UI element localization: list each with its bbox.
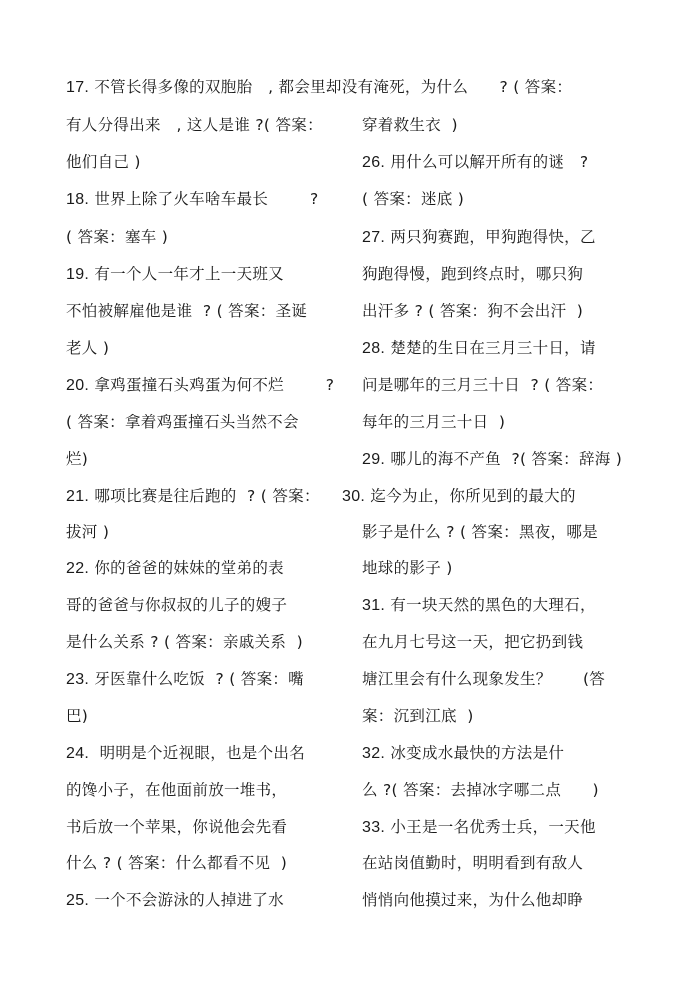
left-line-21: 书后放一个苹果，你说他会先看 bbox=[66, 818, 288, 836]
right-line-9: 每年的三月三十日 ) bbox=[362, 413, 506, 431]
right-line-7: 28. 楚楚的生日在三月三十日，请 bbox=[362, 339, 596, 357]
right-line-21: 在站岗值勤时，明明看到有敌人 bbox=[362, 854, 584, 872]
right-line-3: ( 答案：迷底 ) bbox=[362, 190, 465, 208]
left-line-8: 老人 ) bbox=[66, 339, 110, 357]
left-line-4: 18. 世界上除了火车啥车最长 ? bbox=[66, 190, 319, 208]
left-line-19: 24. 明明是个近视眼，也是个出名 bbox=[66, 744, 306, 762]
right-line-5: 狗跑得慢，跑到终点时，哪只狗 bbox=[362, 265, 584, 283]
right-line-16: 塘江里会有什么现象发生？ (答 bbox=[362, 670, 606, 688]
right-line-4: 27. 两只狗赛跑，甲狗跑得快，乙 bbox=[362, 228, 596, 246]
left-line-10: ( 答案：拿着鸡蛋撞石头当然不会 bbox=[66, 413, 299, 431]
left-line-15: 哥的爸爸与你叔叔的儿子的嫂子 bbox=[66, 596, 288, 614]
right-line-2: 26. 用什么可以解开所有的谜 ? bbox=[362, 153, 589, 171]
left-line-9: 20. 拿鸡蛋撞石头鸡蛋为何不烂 ? bbox=[66, 376, 335, 394]
left-line-1: 17. 不管长得多像的双胞胎 , 都会里却没有淹死，为什么 ? ( 答案： bbox=[66, 78, 573, 96]
left-line-23: 25. 一个不会游泳的人掉进了水 bbox=[66, 891, 284, 909]
right-line-22: 悄悄向他摸过来，为什么他却睁 bbox=[362, 891, 584, 909]
right-line-6: 出汗多 ? ( 答案：狗不会出汗 ) bbox=[362, 302, 584, 320]
left-line-14: 22. 你的爸爸的妹妹的堂弟的表 bbox=[66, 559, 284, 577]
left-line-12: 21. 哪项比赛是往后跑的 ? ( 答案： bbox=[66, 487, 320, 505]
right-line-8: 问是哪年的三月三十日 ? ( 答案： bbox=[362, 376, 604, 394]
left-line-16: 是什么关系 ? ( 答案：亲戚关系 ) bbox=[66, 633, 303, 651]
right-line-10: 29. 哪儿的海不产鱼 ?( 答案：辞海 ) bbox=[362, 450, 623, 468]
left-line-11: 烂) bbox=[66, 450, 89, 468]
left-line-5: ( 答案：塞车 ) bbox=[66, 228, 169, 246]
left-line-7: 不怕被解雇他是谁 ? ( 答案：圣诞 bbox=[66, 302, 308, 320]
left-line-6: 19. 有一个人一年才上一天班又 bbox=[66, 265, 284, 283]
right-line-19: 么 ?( 答案：去掉冰字哪二点 ) bbox=[362, 781, 599, 799]
right-line-14: 31. 有一块天然的黑色的大理石， bbox=[362, 596, 596, 614]
right-line-1: 穿着救生衣 ) bbox=[362, 116, 458, 134]
right-line-20: 33. 小王是一名优秀士兵，一天他 bbox=[362, 818, 596, 836]
right-line-12: 影子是什么 ? ( 答案：黑夜，哪是 bbox=[362, 523, 598, 541]
left-line-3: 他们自己 ) bbox=[66, 153, 141, 171]
left-line-22: 什么 ? ( 答案：什么都看不见 ) bbox=[66, 854, 288, 872]
right-line-15: 在九月七号这一天，把它扔到钱 bbox=[362, 633, 584, 651]
left-line-2: 有人分得出来 , 这人是谁 ?( 答案： bbox=[66, 116, 323, 134]
left-line-18: 巴) bbox=[66, 707, 89, 725]
left-line-13: 拔河 ) bbox=[66, 523, 110, 541]
right-line-18: 32. 冰变成水最快的方法是什 bbox=[362, 744, 565, 762]
left-line-20: 的馋小子，在他面前放一堆书， bbox=[66, 781, 288, 799]
right-line-11: 30. 迄今为止，你所见到的最大的 bbox=[342, 487, 576, 505]
right-line-13: 地球的影子 ) bbox=[362, 559, 453, 577]
left-line-17: 23. 牙医靠什么吃饭 ? ( 答案：嘴 bbox=[66, 670, 304, 688]
right-line-17: 案：沉到江底 ) bbox=[362, 707, 474, 725]
